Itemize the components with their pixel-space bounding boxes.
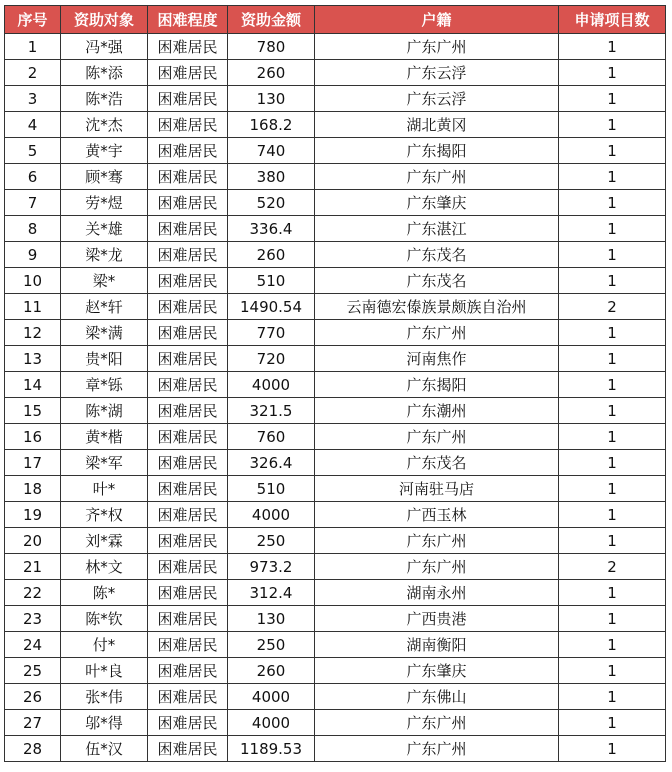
table-row: [5, 164, 666, 190]
cell-hukou: 广东广州: [315, 34, 559, 60]
cell-difficulty: 困难居民: [148, 424, 228, 450]
table-row: [5, 346, 666, 372]
cell-difficulty: 困难居民: [148, 268, 228, 294]
cell-difficulty: 困难居民: [148, 580, 228, 606]
cell-index: 27: [5, 710, 61, 736]
cell-hukou: 广东茂名: [315, 242, 559, 268]
cell-index: 21: [5, 554, 61, 580]
cell-amount: 720: [228, 346, 315, 372]
cell-recipient: 梁*龙: [61, 242, 148, 268]
table-row: [5, 34, 666, 60]
cell-recipient: 梁*: [61, 268, 148, 294]
cell-index: 9: [5, 242, 61, 268]
table-row: [5, 216, 666, 242]
cell-hukou: 广东佛山: [315, 684, 559, 710]
table-row: [5, 112, 666, 138]
cell-hukou: 广东肇庆: [315, 190, 559, 216]
cell-difficulty: 困难居民: [148, 294, 228, 320]
cell-recipient: 顾*骞: [61, 164, 148, 190]
cell-difficulty: 困难居民: [148, 190, 228, 216]
table-row: [5, 528, 666, 554]
cell-application-count: 1: [559, 450, 666, 476]
cell-index: 19: [5, 502, 61, 528]
cell-amount: 326.4: [228, 450, 315, 476]
cell-hukou: 广东潮州: [315, 398, 559, 424]
cell-recipient: 邬*得: [61, 710, 148, 736]
cell-hukou: 广东肇庆: [315, 658, 559, 684]
cell-difficulty: 困难居民: [148, 320, 228, 346]
cell-difficulty: 困难居民: [148, 632, 228, 658]
cell-amount: 312.4: [228, 580, 315, 606]
cell-difficulty: 困难居民: [148, 398, 228, 424]
cell-recipient: 刘*霖: [61, 528, 148, 554]
cell-application-count: 1: [559, 34, 666, 60]
cell-difficulty: 困难居民: [148, 684, 228, 710]
table-row: [5, 372, 666, 398]
cell-amount: 760: [228, 424, 315, 450]
table-row: [5, 632, 666, 658]
cell-amount: 780: [228, 34, 315, 60]
table-row: [5, 450, 666, 476]
cell-hukou: 广西玉林: [315, 502, 559, 528]
table-row: [5, 580, 666, 606]
cell-recipient: 付*: [61, 632, 148, 658]
cell-application-count: 1: [559, 476, 666, 502]
cell-index: 1: [5, 34, 61, 60]
cell-amount: 1490.54: [228, 294, 315, 320]
table-row: [5, 242, 666, 268]
cell-hukou: 广东云浮: [315, 86, 559, 112]
table-row: [5, 658, 666, 684]
cell-amount: 520: [228, 190, 315, 216]
col-header-amount: 资助金额: [228, 6, 315, 34]
cell-hukou: 广东广州: [315, 164, 559, 190]
cell-difficulty: 困难居民: [148, 658, 228, 684]
cell-difficulty: 困难居民: [148, 86, 228, 112]
cell-difficulty: 困难居民: [148, 372, 228, 398]
cell-difficulty: 困难居民: [148, 606, 228, 632]
cell-hukou: 广东广州: [315, 424, 559, 450]
cell-amount: 260: [228, 242, 315, 268]
cell-recipient: 梁*军: [61, 450, 148, 476]
cell-index: 2: [5, 60, 61, 86]
col-header-hukou: 户籍: [315, 6, 559, 34]
cell-application-count: 1: [559, 424, 666, 450]
cell-amount: 380: [228, 164, 315, 190]
cell-recipient: 冯*强: [61, 34, 148, 60]
cell-difficulty: 困难居民: [148, 710, 228, 736]
cell-application-count: 2: [559, 294, 666, 320]
cell-recipient: 赵*轩: [61, 294, 148, 320]
cell-amount: 260: [228, 60, 315, 86]
cell-amount: 510: [228, 268, 315, 294]
table-row: [5, 320, 666, 346]
cell-hukou: 广东揭阳: [315, 372, 559, 398]
cell-hukou: 广东广州: [315, 554, 559, 580]
cell-recipient: 贵*阳: [61, 346, 148, 372]
cell-application-count: 1: [559, 502, 666, 528]
cell-application-count: 1: [559, 658, 666, 684]
cell-difficulty: 困难居民: [148, 346, 228, 372]
cell-amount: 250: [228, 632, 315, 658]
cell-application-count: 1: [559, 580, 666, 606]
cell-difficulty: 困难居民: [148, 242, 228, 268]
aid-table: [4, 5, 666, 762]
cell-application-count: 2: [559, 554, 666, 580]
cell-amount: 4000: [228, 502, 315, 528]
table-row: [5, 684, 666, 710]
cell-amount: 1189.53: [228, 736, 315, 762]
cell-index: 11: [5, 294, 61, 320]
cell-application-count: 1: [559, 606, 666, 632]
table-row: [5, 294, 666, 320]
cell-application-count: 1: [559, 346, 666, 372]
cell-index: 14: [5, 372, 61, 398]
cell-index: 22: [5, 580, 61, 606]
cell-hukou: 广西贵港: [315, 606, 559, 632]
cell-application-count: 1: [559, 632, 666, 658]
cell-index: 18: [5, 476, 61, 502]
cell-application-count: 1: [559, 138, 666, 164]
cell-recipient: 齐*权: [61, 502, 148, 528]
cell-application-count: 1: [559, 216, 666, 242]
cell-index: 8: [5, 216, 61, 242]
cell-hukou: 广东茂名: [315, 450, 559, 476]
cell-recipient: 陈*添: [61, 60, 148, 86]
cell-hukou: 湖南永州: [315, 580, 559, 606]
table-row: [5, 606, 666, 632]
table-row: [5, 424, 666, 450]
cell-amount: 250: [228, 528, 315, 554]
cell-recipient: 伍*汉: [61, 736, 148, 762]
cell-amount: 130: [228, 606, 315, 632]
cell-recipient: 张*伟: [61, 684, 148, 710]
cell-amount: 336.4: [228, 216, 315, 242]
cell-amount: 4000: [228, 372, 315, 398]
table-row: [5, 268, 666, 294]
cell-recipient: 章*铄: [61, 372, 148, 398]
cell-recipient: 叶*良: [61, 658, 148, 684]
cell-hukou: 广东广州: [315, 736, 559, 762]
cell-recipient: 林*文: [61, 554, 148, 580]
cell-hukou: 广东云浮: [315, 60, 559, 86]
cell-index: 20: [5, 528, 61, 554]
cell-index: 10: [5, 268, 61, 294]
cell-index: 6: [5, 164, 61, 190]
cell-index: 16: [5, 424, 61, 450]
cell-hukou: 河南驻马店: [315, 476, 559, 502]
cell-recipient: 陈*钦: [61, 606, 148, 632]
col-header-application-count: 申请项目数: [559, 6, 666, 34]
table-row: [5, 736, 666, 762]
table-row: [5, 710, 666, 736]
col-header-difficulty: 困难程度: [148, 6, 228, 34]
cell-index: 23: [5, 606, 61, 632]
cell-difficulty: 困难居民: [148, 164, 228, 190]
cell-index: 5: [5, 138, 61, 164]
cell-recipient: 叶*: [61, 476, 148, 502]
cell-difficulty: 困难居民: [148, 112, 228, 138]
cell-hukou: 湖南衡阳: [315, 632, 559, 658]
cell-application-count: 1: [559, 190, 666, 216]
cell-amount: 260: [228, 658, 315, 684]
table-row: [5, 138, 666, 164]
cell-difficulty: 困难居民: [148, 528, 228, 554]
cell-application-count: 1: [559, 268, 666, 294]
cell-application-count: 1: [559, 242, 666, 268]
cell-index: 25: [5, 658, 61, 684]
table-row: [5, 502, 666, 528]
table-row: [5, 86, 666, 112]
cell-hukou: 广东揭阳: [315, 138, 559, 164]
cell-amount: 973.2: [228, 554, 315, 580]
table-row: [5, 476, 666, 502]
table-row: [5, 60, 666, 86]
cell-recipient: 黄*楷: [61, 424, 148, 450]
cell-difficulty: 困难居民: [148, 450, 228, 476]
cell-hukou: 广东广州: [315, 320, 559, 346]
cell-index: 17: [5, 450, 61, 476]
cell-index: 15: [5, 398, 61, 424]
header-row: [5, 6, 666, 34]
cell-difficulty: 困难居民: [148, 216, 228, 242]
cell-amount: 4000: [228, 684, 315, 710]
cell-difficulty: 困难居民: [148, 476, 228, 502]
cell-hukou: 广东湛江: [315, 216, 559, 242]
cell-application-count: 1: [559, 710, 666, 736]
cell-recipient: 劳*煜: [61, 190, 148, 216]
cell-difficulty: 困难居民: [148, 502, 228, 528]
cell-index: 12: [5, 320, 61, 346]
cell-application-count: 1: [559, 86, 666, 112]
cell-application-count: 1: [559, 528, 666, 554]
cell-index: 26: [5, 684, 61, 710]
cell-recipient: 黄*宇: [61, 138, 148, 164]
cell-amount: 168.2: [228, 112, 315, 138]
cell-application-count: 1: [559, 112, 666, 138]
cell-hukou: 广东茂名: [315, 268, 559, 294]
cell-index: 3: [5, 86, 61, 112]
cell-application-count: 1: [559, 372, 666, 398]
table-row: [5, 554, 666, 580]
cell-application-count: 1: [559, 398, 666, 424]
cell-recipient: 关*雄: [61, 216, 148, 242]
cell-amount: 321.5: [228, 398, 315, 424]
cell-difficulty: 困难居民: [148, 34, 228, 60]
cell-index: 4: [5, 112, 61, 138]
cell-recipient: 梁*满: [61, 320, 148, 346]
cell-application-count: 1: [559, 164, 666, 190]
cell-hukou: 河南焦作: [315, 346, 559, 372]
cell-amount: 130: [228, 86, 315, 112]
col-header-index: 序号: [5, 6, 61, 34]
cell-difficulty: 困难居民: [148, 554, 228, 580]
cell-amount: 770: [228, 320, 315, 346]
cell-hukou: 湖北黄冈: [315, 112, 559, 138]
cell-recipient: 陈*浩: [61, 86, 148, 112]
cell-difficulty: 困难居民: [148, 736, 228, 762]
cell-amount: 4000: [228, 710, 315, 736]
cell-index: 24: [5, 632, 61, 658]
cell-index: 28: [5, 736, 61, 762]
cell-amount: 510: [228, 476, 315, 502]
cell-application-count: 1: [559, 736, 666, 762]
table-row: [5, 190, 666, 216]
cell-hukou: 云南德宏傣族景颇族自治州: [315, 294, 559, 320]
cell-index: 13: [5, 346, 61, 372]
cell-amount: 740: [228, 138, 315, 164]
col-header-recipient: 资助对象: [61, 6, 148, 34]
cell-hukou: 广东广州: [315, 710, 559, 736]
cell-application-count: 1: [559, 60, 666, 86]
cell-application-count: 1: [559, 320, 666, 346]
table-row: [5, 398, 666, 424]
cell-recipient: 沈*杰: [61, 112, 148, 138]
cell-recipient: 陈*: [61, 580, 148, 606]
cell-recipient: 陈*湖: [61, 398, 148, 424]
cell-application-count: 1: [559, 684, 666, 710]
cell-difficulty: 困难居民: [148, 60, 228, 86]
cell-hukou: 广东广州: [315, 528, 559, 554]
cell-index: 7: [5, 190, 61, 216]
cell-difficulty: 困难居民: [148, 138, 228, 164]
